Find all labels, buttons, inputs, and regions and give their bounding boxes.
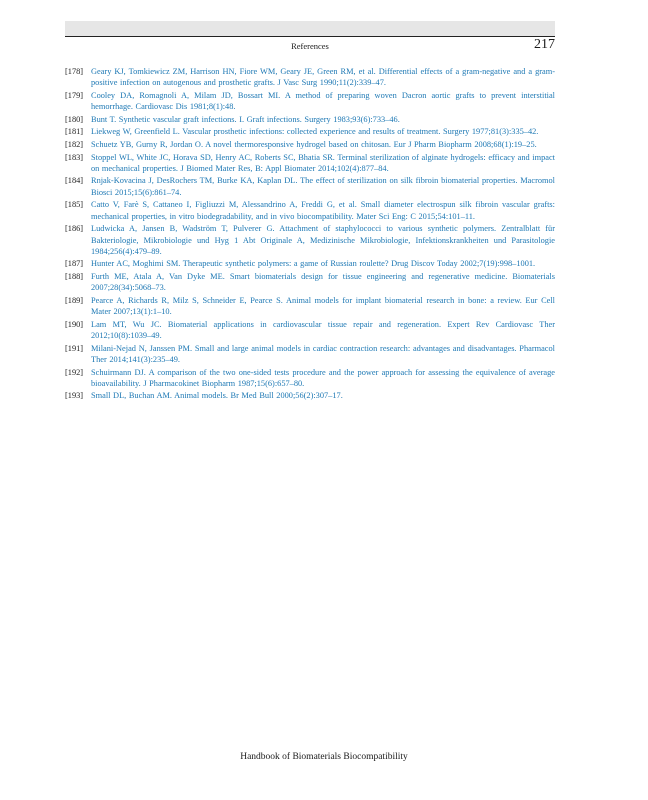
reference-link[interactable]: Schuirmann DJ. A comparison of the two one-sided tests procedure and the power approach for assessing the equivalence of average bioavailability. J Pharmacokinet Biopharm 1987;15(6):657–80. <box>91 367 555 388</box>
reference-link[interactable]: Lam MT, Wu JC. Biomaterial applications in cardiovascular tissue repair and regeneration. Expert Rev Cardiovasc Ther 2012;10(8):1039–49. <box>91 319 555 341</box>
reference-number: [179] <box>65 90 84 100</box>
reference-item <box>65 271 555 294</box>
reference-number: [183] <box>65 152 84 162</box>
reference-number: [190] <box>65 319 84 329</box>
reference-item <box>65 390 555 401</box>
reference-link[interactable]: Catto V, Farè S, Cattaneo I, Figliuzzi M, Alessandrino A, Freddi G, et al. Small diameter electrospun silk fibroin vascular grafts: mechanical properties, in vitro biodegradability, and in vivo biocompatibility. Mater Sci Eng: C 2015;54:101–11. <box>91 200 555 221</box>
reference-item <box>65 114 555 125</box>
reference-number: [184] <box>65 176 84 186</box>
reference-link[interactable]: Geary KJ, Tomkiewicz ZM, Harrison HN, Fiore WM, Geary JE, Green RM, et al. Differential effects of a gram-negative and a gram-positive infection on autogenous and prosthetic grafts. J Vasc Surg 1990;11(2):339–47. <box>91 67 555 88</box>
reference-link[interactable]: Ludwicka A, Jansen B, Wadström T, Pulverer G. Attachment of staphylococci to various synthetic polymers. Zentralblatt für Bakteriologie, Mikrobiologie und Hyg 1 Abt Originale A, Medizinische Mikrobiologie, Infektionskrankheiten und Parasitologie 1984;256(4):479–89. <box>91 224 555 256</box>
reference-link[interactable]: Liekweg W, Greenfield L. Vascular prosthetic infections: collected experience and results of treatment. Surgery 1977;81(3):335–42. <box>91 127 539 137</box>
reference-link[interactable]: Schuetz YB, Gurny R, Jordan O. A novel thermoresponsive hydrogel based on chitosan. Eur J Pharm Biopharm 2008;68(1):19–25. <box>91 139 537 149</box>
reference-item <box>65 258 555 269</box>
reference-item <box>65 175 555 198</box>
section-title: References <box>291 41 329 51</box>
reference-number: [189] <box>65 295 84 305</box>
reference-number: [193] <box>65 391 84 401</box>
reference-number: [186] <box>65 224 84 234</box>
reference-list <box>65 66 555 403</box>
header-band <box>65 21 555 37</box>
reference-item <box>65 152 555 175</box>
reference-item <box>65 126 555 137</box>
reference-item <box>65 90 555 113</box>
reference-number: [182] <box>65 139 84 149</box>
reference-link[interactable]: Furth ME, Atala A, Van Dyke ME. Smart biomaterials design for tissue engineering and regenerative medicine. Biomaterials 2007;28(34):5068–73. <box>91 272 555 293</box>
reference-item <box>65 223 555 257</box>
reference-link[interactable]: Pearce A, Richards R, Milz S, Schneider E, Pearce S. Animal models for implant biomaterial research in bone: a review. Eur Cell Mater 2007;13(1):1–10. <box>91 295 555 317</box>
reference-number: [191] <box>65 343 84 353</box>
reference-link[interactable]: Hunter AC, Moghimi SM. Therapeutic synthetic polymers: a game of Russian roulette? Drug Discov Today 2002;7(19):998–1001. <box>91 259 536 269</box>
reference-item <box>65 367 555 390</box>
reference-link[interactable]: Milani-Nejad N, Janssen PM. Small and large animal models in cardiac contraction research: advantages and disadvantages. Pharmacol Ther 2014;141(3):235–49. <box>91 343 555 364</box>
reference-link[interactable]: Bunt T. Synthetic vascular graft infections. I. Graft infections. Surgery 1983;93(6):733–46. <box>91 114 400 124</box>
reference-item <box>65 139 555 150</box>
reference-link[interactable]: Small DL, Buchan AM. Animal models. Br Med Bull 2000;56(2):307–17. <box>91 391 343 401</box>
reference-link[interactable]: Cooley DA, Romagnoli A, Milam JD, Bossart MI. A method of preparing woven Dacron aortic grafts to prevent interstitial hemorrhage. Cardiovasc Dis 1981;8(1):48. <box>91 90 555 112</box>
reference-item <box>65 295 555 318</box>
reference-number: [180] <box>65 114 84 124</box>
reference-link[interactable]: Rnjak-Kovacina J, DesRochers TM, Burke KA, Kaplan DL. The effect of sterilization on silk fibroin biomaterial properties. Macromol Biosci 2015;15(6):861–74. <box>91 176 555 197</box>
page-header <box>65 36 555 57</box>
reference-number: [188] <box>65 272 84 282</box>
reference-link[interactable]: Stoppel WL, White JC, Horava SD, Henry AC, Roberts SC, Bhatia SR. Terminal sterilization of alginate hydrogels: efficacy and impact on mechanical properties. J Biomed Mater Res, B: Appl Biomater 2014;102(4):877–84. <box>91 152 555 173</box>
reference-item <box>65 319 555 342</box>
page-number: 217 <box>534 37 555 52</box>
reference-number: [185] <box>65 200 84 210</box>
reference-item <box>65 343 555 366</box>
book-title: Handbook of Biomaterials Biocompatibility <box>240 752 408 762</box>
reference-number: [187] <box>65 259 84 269</box>
reference-item <box>65 199 555 222</box>
reference-number: [178] <box>65 67 84 76</box>
reference-item <box>65 66 555 89</box>
reference-number: [192] <box>65 367 84 377</box>
reference-number: [181] <box>65 127 84 137</box>
page-footer <box>0 752 648 762</box>
